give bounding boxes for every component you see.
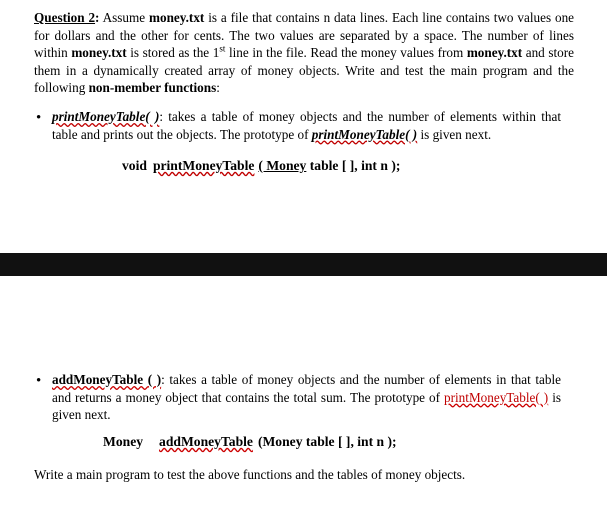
bullet-1-text-2: is given next. (417, 126, 492, 142)
question-colon: : (95, 10, 100, 25)
question-label: Question 2 (34, 10, 96, 25)
question-intro-2: is a file that contains n data lines. Each line contains two values one for dollars and the other for cents. The two values are separated by a space. The number of lines within (34, 10, 575, 61)
list-item (36, 371, 561, 424)
prototype-1-return-type: void (122, 158, 147, 173)
function-name-print-money-table-3: printMoneyTable( ) (444, 389, 549, 405)
function-name-add-money-table: addMoneyTable ( ) (52, 372, 162, 387)
non-member-functions-phrase: non-member functions (88, 80, 217, 96)
function-name-print-money-table: printMoneyTable( ) (52, 109, 160, 124)
page-separator-bar (0, 253, 607, 276)
file-name-money-txt-3: money.txt (466, 45, 523, 61)
prototype-1-params: ( Money (258, 158, 307, 173)
bullet-icon: • (36, 373, 42, 389)
question-intro-3: is stored as the 1 (126, 45, 220, 61)
file-name-money-txt-2: money.txt (71, 45, 127, 61)
bullet-icon: • (36, 110, 42, 126)
function-name-print-money-table-2: printMoneyTable( ) (311, 126, 418, 142)
question-paragraph (34, 9, 574, 97)
question-intro-1: Assume (99, 10, 149, 25)
ordinal-superscript: st (219, 43, 226, 54)
bullet-text-add-money-table (52, 371, 561, 424)
question-intro-5: and store them in a dynamically created array of money objects. Write and test the main program and the following (34, 45, 575, 96)
prototype-2-name: addMoneyTable (159, 434, 253, 449)
prototype-2-return-type: Money (103, 434, 144, 449)
bullet-2-text-1: : takes a table of money objects and the number of elements in that table and returns a money object that contains the total sum. The prototype of (52, 372, 561, 405)
prototype-1-params-tail: table [ ], int n ); (306, 158, 401, 173)
prototype-print-money-table (122, 158, 400, 174)
prototype-1-name: printMoneyTable (152, 158, 255, 173)
bullet-1-text-1: : takes a table of money objects and the number of elements within that table and prints out the objects. The prototype of (52, 109, 561, 142)
bullet-text-print-money-table (52, 108, 561, 143)
prototype-2-params: (Money table [ ], int n ); (257, 434, 397, 449)
closing-paragraph: Write a main program to test the above functions and the tables of money objects. (34, 467, 466, 482)
bullet-2-text-2: is given next. (52, 389, 561, 423)
prototype-add-money-table (103, 434, 397, 450)
list-item (36, 108, 561, 143)
file-name-money-txt-1: money.txt (149, 10, 205, 25)
question-intro-6: : (216, 80, 220, 96)
question-intro-4: line in the file. Read the money values from (225, 45, 467, 61)
